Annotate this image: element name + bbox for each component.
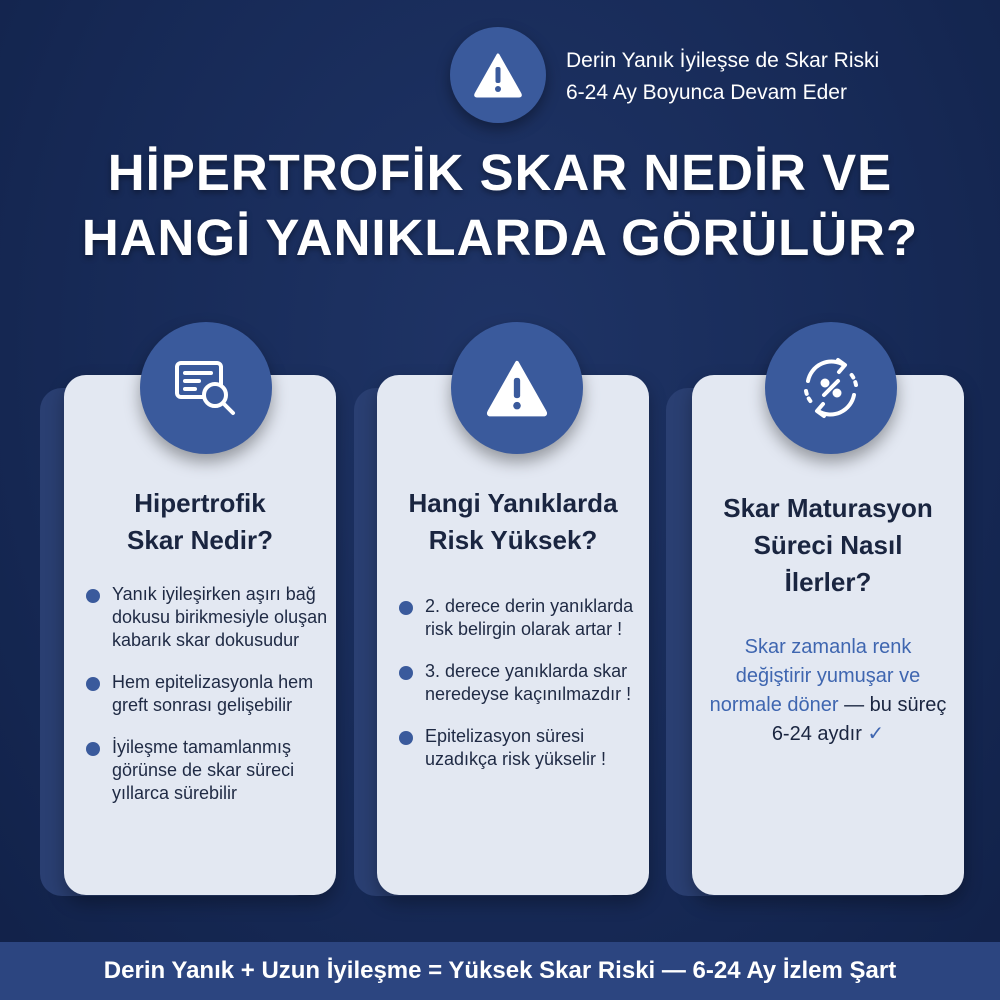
list-item: 2. derece derin yanıklarda risk belirgin olarak artar ! [399, 595, 643, 641]
card-title-line1: Skar Maturasyon [723, 493, 933, 523]
list-item: Yanık iyileşirken aşırı bağ dokusu birikmesiyle oluşan kabarık skar dokusudur [86, 583, 330, 652]
top-note [566, 45, 986, 109]
top-note-line1: Derin Yanık İyileşse de Skar Riski [566, 49, 880, 72]
bullet-list [86, 583, 330, 824]
maturation-duration-text: — bu süreç 6-24 aydır [771, 694, 947, 745]
card-icon-circle [765, 322, 897, 454]
card-title-line2: Skar Nedir? [127, 525, 273, 555]
checkmark-icon: ✓ [867, 723, 885, 745]
card-icon-circle [140, 322, 272, 454]
list-item: İyileşme tamamlanmış görünse de skar süreci yıllarca sürebilir [86, 736, 330, 805]
bottom-summary-bar: Derin Yanık + Uzun İyileşme = Yüksek Skar Riski — 6-24 Ay İzlem Şart [0, 942, 1000, 1000]
maturation-accent-text: Skar zamanla renk değiştirir yumuşar ve normale döner [709, 636, 921, 716]
list-item: Hem epitelizasyonla hem greft sonrası gelişebilir [86, 671, 330, 717]
card-title-line1: Hipertrofik [134, 488, 266, 518]
title-line2: HANGİ YANIKLARDA GÖRÜLÜR? [81, 209, 919, 266]
warning-icon [485, 359, 549, 417]
title-line1: HİPERTROFİK SKAR NEDİR VE [107, 144, 893, 201]
top-note-line2: 6-24 Ay Boyunca Devam Eder [566, 81, 847, 104]
list-item: 3. derece yanıklarda skar neredeyse kaçınılmazdır ! [399, 660, 643, 706]
card-title [692, 490, 964, 601]
cycle-arrows-icon [794, 351, 868, 425]
maturation-text [706, 633, 950, 749]
page-title [0, 140, 1000, 270]
bullet-list [399, 595, 643, 790]
card-title-line2: Risk Yüksek? [428, 525, 598, 555]
top-warning-badge [450, 27, 546, 123]
document-search-icon [171, 353, 241, 423]
warning-icon [473, 52, 523, 98]
card-title-line2: Süreci Nasıl [753, 530, 903, 560]
list-item: Epitelizasyon süresi uzadıkça risk yükselir ! [399, 725, 643, 771]
card-icon-circle [451, 322, 583, 454]
card-title-line3: İlerler? [784, 567, 872, 597]
card-title [64, 485, 336, 559]
card-title-line1: Hangi Yanıklarda [408, 488, 618, 518]
card-title [377, 485, 649, 559]
